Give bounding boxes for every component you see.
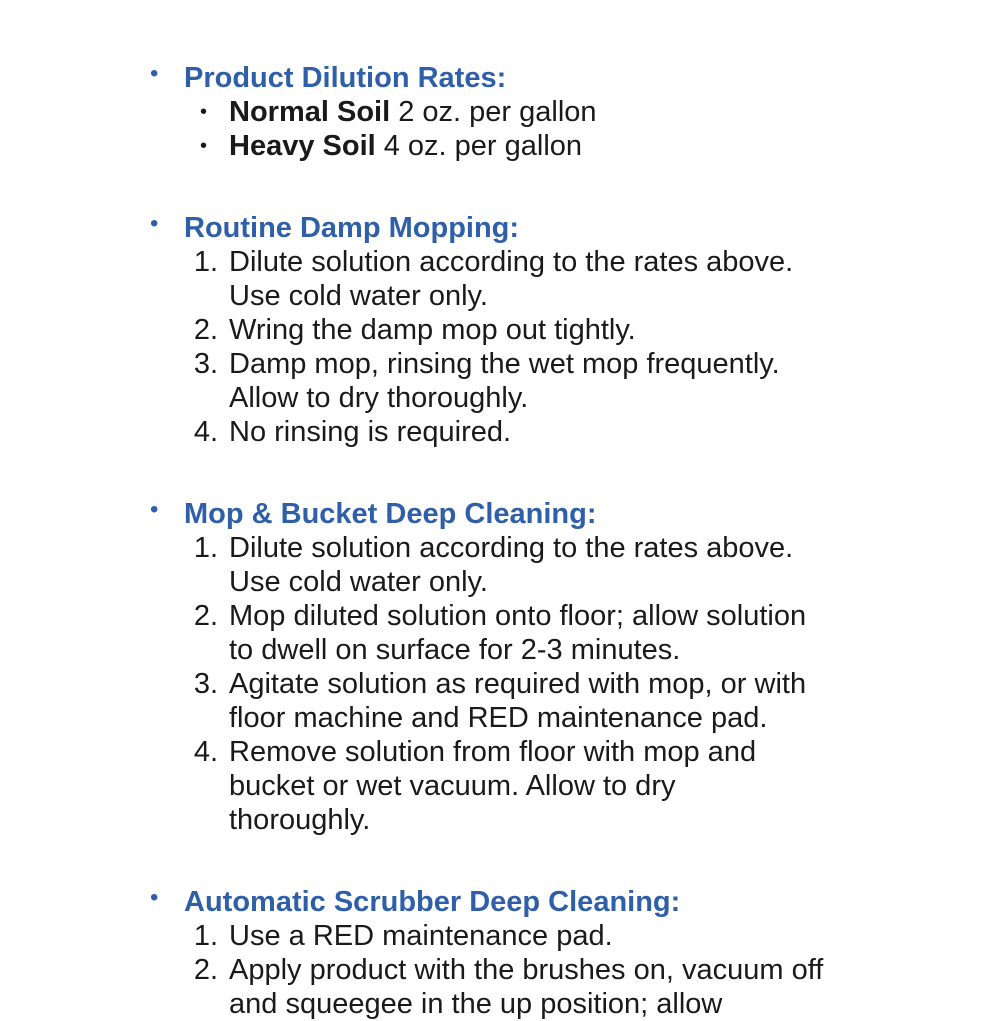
section-heading: Automatic Scrubber Deep Cleaning: bbox=[184, 886, 681, 918]
list-item-text: Use cold water only. bbox=[229, 566, 488, 598]
list-item-text: Dilute solution according to the rates above. bbox=[229, 532, 794, 564]
section-heading: Product Dilution Rates: bbox=[184, 62, 507, 94]
list-item-bold-label: Normal Soil bbox=[229, 96, 391, 128]
list-item-text: Use a RED maintenance pad. bbox=[229, 920, 613, 952]
list-item-text bbox=[229, 95, 869, 129]
step-number: 3. bbox=[193, 668, 218, 700]
section-bullet: • bbox=[150, 884, 159, 911]
step-number: 4. bbox=[193, 416, 218, 448]
list-item-text: Apply product with the brushes on, vacuum off bbox=[229, 954, 824, 986]
list-item-text: bucket or wet vacuum. Allow to dry bbox=[229, 770, 676, 802]
step-number: 1. bbox=[193, 246, 218, 278]
section-bullet: • bbox=[150, 210, 159, 237]
list-item-bold-label: Heavy Soil bbox=[229, 130, 376, 162]
list-item-text: Damp mop, rinsing the wet mop frequently. bbox=[229, 348, 780, 380]
list-item-text: No rinsing is required. bbox=[229, 416, 512, 448]
section-bullet: • bbox=[150, 60, 159, 87]
section-bullet: • bbox=[150, 496, 159, 523]
list-item-text bbox=[229, 129, 869, 163]
list-item-text: Mop diluted solution onto floor; allow solution bbox=[229, 600, 807, 632]
list-item-text: Agitate solution as required with mop, or with bbox=[229, 668, 807, 700]
step-number: 2. bbox=[193, 600, 218, 632]
list-item-text: Dilute solution according to the rates above. bbox=[229, 246, 794, 278]
section-heading: Routine Damp Mopping: bbox=[184, 212, 520, 244]
list-item-text: Remove solution from floor with mop and bbox=[229, 736, 757, 768]
list-item-text: Allow to dry thoroughly. bbox=[229, 382, 529, 414]
list-item-value: 4 oz. per gallon bbox=[375, 130, 583, 162]
list-item-text: floor machine and RED maintenance pad. bbox=[229, 702, 768, 734]
bullet-marker: • bbox=[200, 101, 208, 123]
list-item-text: and squeegee in the up position; allow bbox=[229, 988, 723, 1020]
step-number: 2. bbox=[193, 314, 218, 346]
section-heading: Mop & Bucket Deep Cleaning: bbox=[184, 498, 597, 530]
list-item-text: Use cold water only. bbox=[229, 280, 488, 312]
step-number: 2. bbox=[193, 954, 218, 986]
step-number: 1. bbox=[193, 920, 218, 952]
list-item-text: thoroughly. bbox=[229, 804, 371, 836]
list-item-text: Wring the damp mop out tightly. bbox=[229, 314, 636, 346]
step-number: 4. bbox=[193, 736, 218, 768]
list-item-text: to dwell on surface for 2-3 minutes. bbox=[229, 634, 681, 666]
list-item-value: 2 oz. per gallon bbox=[390, 96, 597, 128]
step-number: 1. bbox=[193, 532, 218, 564]
step-number: 3. bbox=[193, 348, 218, 380]
bullet-marker: • bbox=[200, 135, 208, 157]
